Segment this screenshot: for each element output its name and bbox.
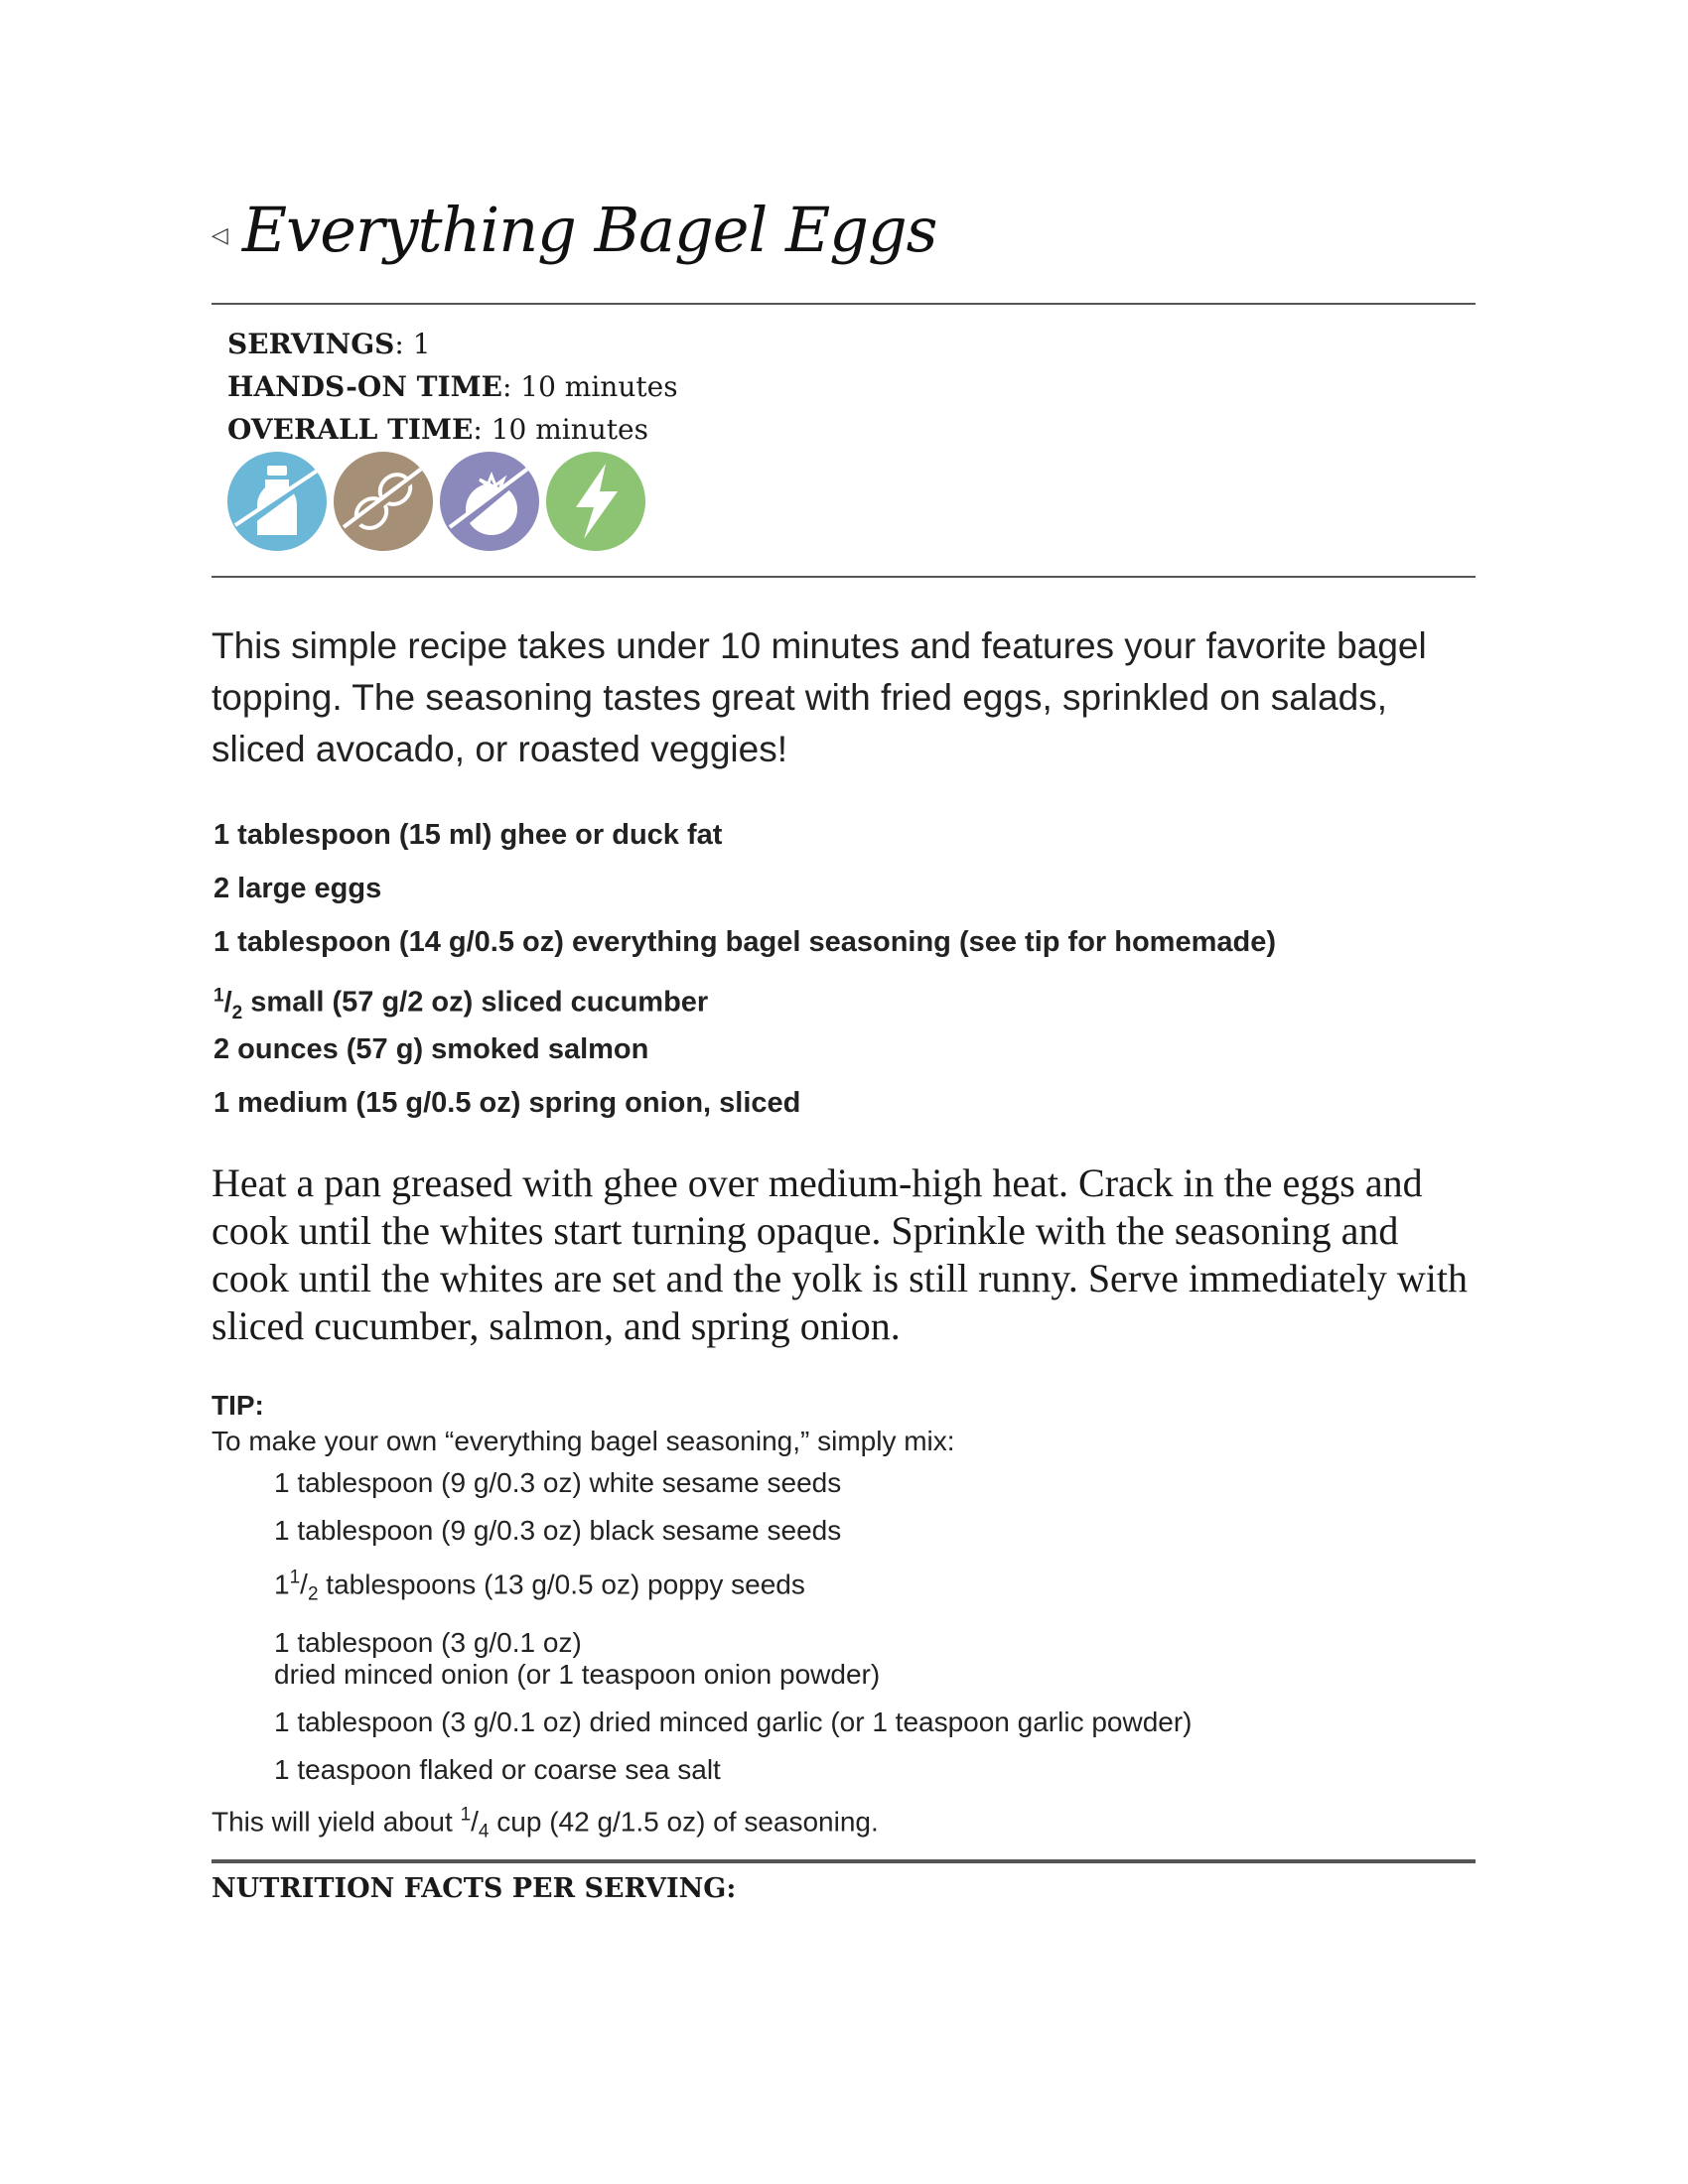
tip-section bbox=[211, 1388, 1476, 1850]
hands-on-time-row bbox=[227, 365, 678, 408]
seasoning-text: 1 teaspoon flaked or coarse sea salt bbox=[274, 1753, 721, 1785]
yield-text: cup (42 g/1.5 oz) of seasoning. bbox=[489, 1806, 879, 1838]
ingredient-text: 2 ounces (57 g) smoked salmon bbox=[213, 1033, 649, 1065]
ingredient-text: 1 tablespoon (14 g/0.5 oz) everything bagel seasoning (see tip for homemade) bbox=[213, 926, 1277, 958]
nutrition-heading: NUTRITION FACTS PER SERVING: bbox=[211, 1873, 737, 1904]
hands-on-time-value: : 10 minutes bbox=[501, 370, 678, 403]
overall-time-value: : 10 minutes bbox=[473, 413, 648, 446]
ingredient-text: 1 medium (15 g/0.5 oz) spring onion, sliced bbox=[213, 1087, 801, 1119]
recipe-page bbox=[211, 0, 1476, 2184]
nutrition-divider bbox=[211, 1859, 1476, 1863]
ingredient-item bbox=[213, 1028, 1276, 1082]
ingredient-item bbox=[213, 1082, 1276, 1136]
yield-text: This will yield about bbox=[211, 1806, 461, 1838]
back-arrow-icon[interactable]: ◁ bbox=[211, 223, 228, 248]
recipe-method: Heat a pan greased with ghee over medium-high heat. Crack in the eggs and cook until the whites start turning opaque. Sprinkle with the seasoning and cook until the whites are set and the yolk is still runny. Serve immediately with sliced cucumber, salmon, and spring onion. bbox=[211, 1160, 1468, 1348]
seasoning-text: 1 tablespoon (3 g/0.1 oz) bbox=[274, 1626, 582, 1658]
title-divider bbox=[211, 303, 1476, 305]
seasoning-list bbox=[274, 1467, 1476, 1786]
fraction-numerator: 1 bbox=[460, 1804, 472, 1826]
fraction-denominator: 2 bbox=[307, 1583, 319, 1605]
seasoning-text: 1 tablespoon (9 g/0.3 oz) black sesame seeds bbox=[274, 1515, 842, 1546]
ingredient-text: 1 tablespoon (15 ml) ghee or duck fat bbox=[213, 819, 723, 851]
seasoning-item bbox=[274, 1706, 1476, 1738]
quick-icon bbox=[546, 452, 645, 551]
ingredient-list bbox=[213, 814, 1276, 1136]
title-row bbox=[211, 194, 936, 266]
ingredient-item bbox=[213, 814, 1276, 868]
overall-time-row bbox=[227, 408, 678, 451]
fraction-numerator: 1 bbox=[289, 1568, 301, 1588]
seasoning-item bbox=[274, 1563, 1476, 1611]
seasoning-text: tablespoons (13 g/0.5 oz) poppy seeds bbox=[318, 1569, 805, 1600]
servings-label: SERVINGS bbox=[227, 328, 395, 360]
hands-on-time-label: HANDS-ON TIME bbox=[227, 370, 502, 403]
seasoning-text: dried minced onion (or 1 teaspoon onion powder) bbox=[274, 1658, 881, 1690]
ingredient-item bbox=[213, 975, 1276, 1028]
seasoning-item bbox=[274, 1467, 1476, 1499]
diet-icons bbox=[227, 452, 652, 551]
seasoning-item bbox=[274, 1515, 1476, 1547]
whole-number: 1 bbox=[274, 1569, 290, 1600]
fraction-denominator: 4 bbox=[478, 1821, 490, 1843]
servings-value: : 1 bbox=[394, 328, 431, 360]
nut-free-icon bbox=[334, 452, 433, 551]
ingredient-item bbox=[213, 868, 1276, 921]
seasoning-item bbox=[274, 1754, 1476, 1786]
tip-intro: To make your own “everything bagel seasoning,” simply mix: bbox=[211, 1426, 955, 1456]
fraction-denominator: 2 bbox=[231, 1002, 243, 1024]
recipe-meta bbox=[227, 323, 678, 451]
servings-row bbox=[227, 323, 678, 365]
ingredient-text: 2 large eggs bbox=[213, 873, 382, 904]
dairy-free-icon bbox=[227, 452, 327, 551]
nightshade-free-icon bbox=[440, 452, 539, 551]
seasoning-text: 1 tablespoon (9 g/0.3 oz) white sesame seeds bbox=[274, 1467, 842, 1498]
ingredient-text: small (57 g/2 oz) sliced cucumber bbox=[242, 986, 709, 1019]
fraction: $^1/_2$ bbox=[289, 1568, 319, 1605]
fraction: $^1/_2$ bbox=[213, 985, 243, 1024]
fraction: $^1/_4$ bbox=[460, 1804, 490, 1843]
recipe-intro: This simple recipe takes under 10 minutes and features your favorite bagel topping. The seasoning tastes great with fried eggs, sprinkled on salads, sliced avocado, or roasted veggies! bbox=[211, 625, 1427, 769]
overall-time-label: OVERALL TIME bbox=[227, 413, 474, 446]
seasoning-text: 1 tablespoon (3 g/0.1 oz) dried minced garlic (or 1 teaspoon garlic powder) bbox=[274, 1706, 1193, 1737]
tip-yield bbox=[211, 1798, 1476, 1850]
meta-divider bbox=[211, 576, 1476, 578]
seasoning-item bbox=[274, 1627, 1476, 1691]
ingredient-item bbox=[213, 921, 1276, 975]
tip-label: TIP: bbox=[211, 1390, 264, 1421]
recipe-title: Everything Bagel Eggs bbox=[241, 194, 937, 266]
fraction-numerator: 1 bbox=[213, 985, 224, 1006]
